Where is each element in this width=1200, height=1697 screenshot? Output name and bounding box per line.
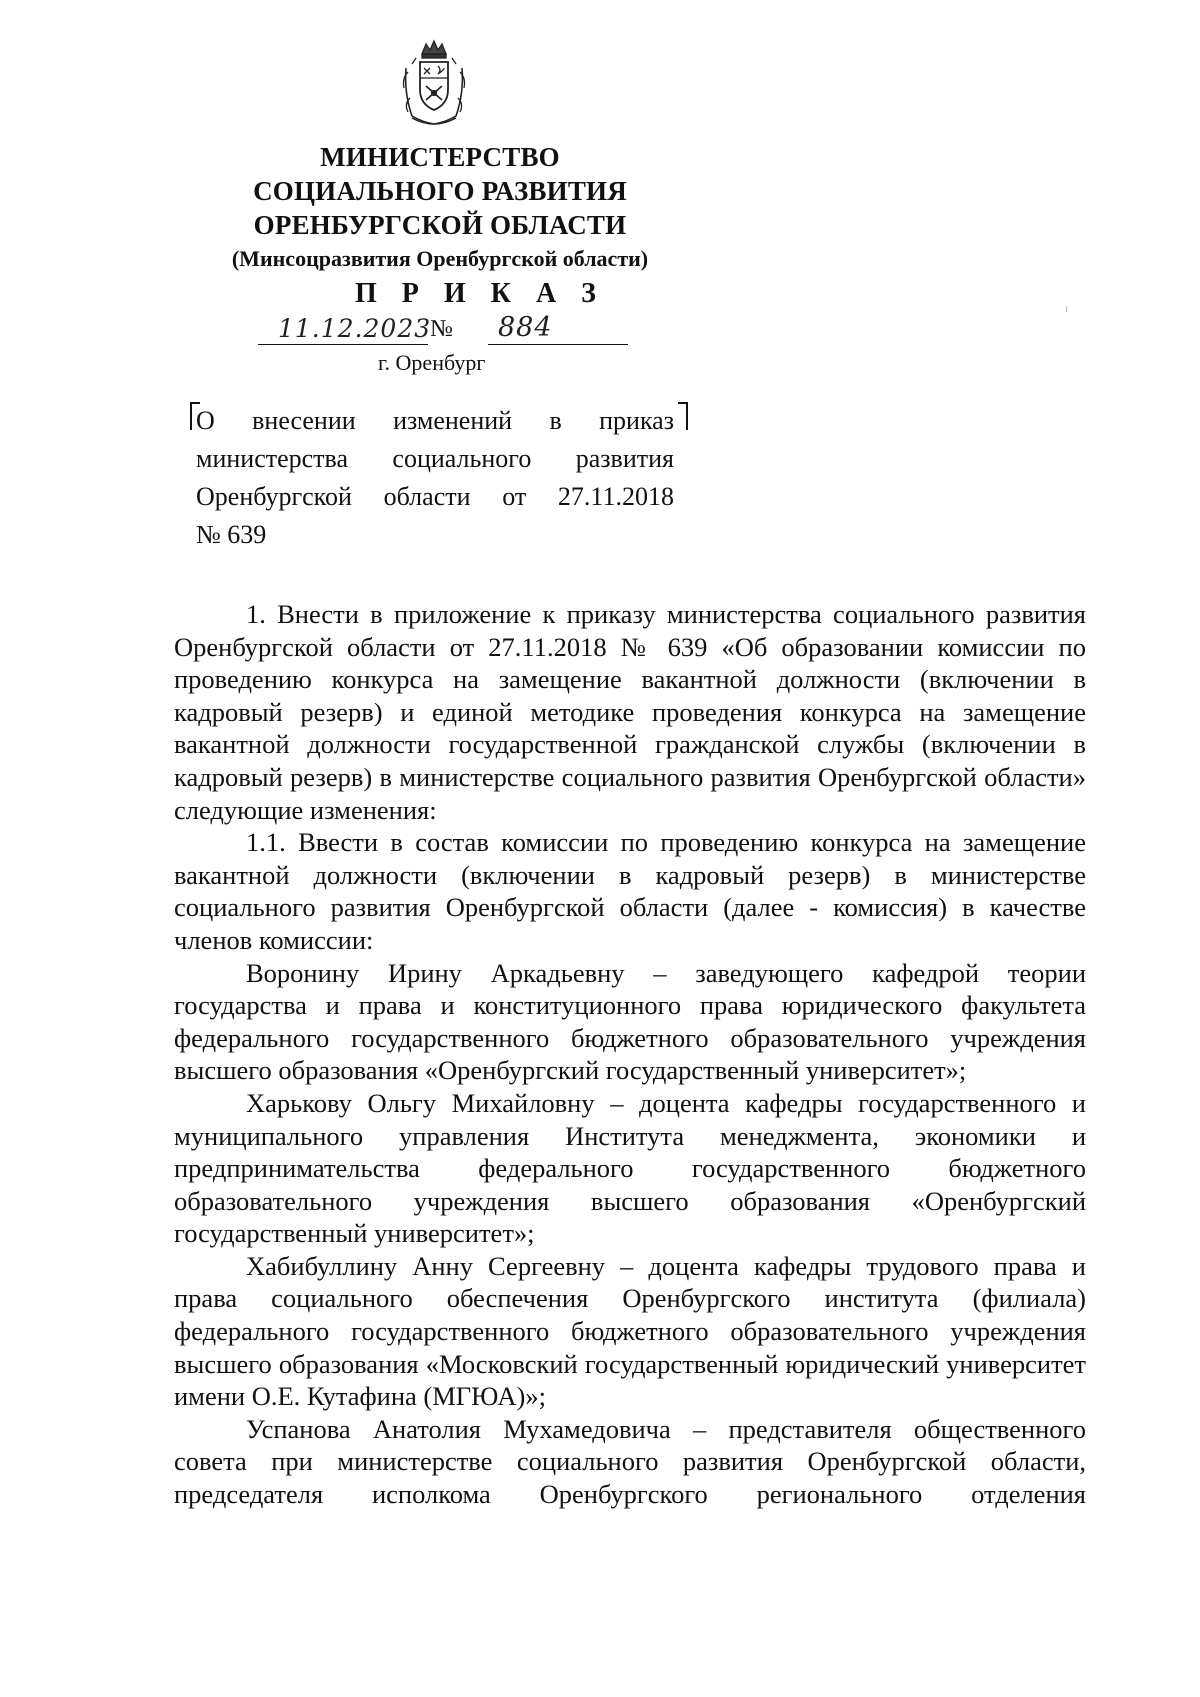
member-uspanov: Успанова Анатолия Мухамедовича – представителя общественного совета при министерстве социального развития Оренбургской области, председателя исполкома Оренбургского регионального отделения bbox=[174, 1413, 1086, 1510]
subject-word: в bbox=[549, 406, 562, 435]
subject-word: области bbox=[383, 482, 471, 511]
subject-word: развития bbox=[575, 444, 674, 473]
member-khabibullina: Хабибуллину Анну Сергеевну – доцента кафедры трудового права и права социального обеспечения Оренбургского института (филиала) федерального государственного бюджетного образовательного учреждения высшего образования «Московский государственный юридический университет имени О.Е. Кутафина (МГЮА)»; bbox=[174, 1250, 1086, 1412]
ministry-name-line-3: ОРЕНБУРГСКОЙ ОБЛАСТИ bbox=[253, 210, 627, 240]
order-date-number-line bbox=[258, 310, 628, 350]
member-kharkova: Харькову Ольгу Михайловну – доцента кафедры государственного и муниципального управления Института менеджмента, экономики и предпринимательства федерального государственного бюджетного образовательного учреждения высшего образования «Оренбургский государственный университет»; bbox=[174, 1087, 1086, 1249]
number-underline bbox=[488, 344, 628, 345]
subject-line-2 bbox=[196, 440, 674, 478]
subject-word: № 639 bbox=[196, 520, 267, 549]
scan-mark bbox=[1066, 306, 1067, 312]
paragraph-1-1: 1.1. Ввести в состав комиссии по проведению конкурса на замещение вакантной должности (включении в кадровый резерв) в министерстве социального развития Оренбургской области (далее - комиссия) в качестве членов комиссии: bbox=[174, 827, 1086, 955]
ministry-short-name: (Минсоцразвития Оренбургской области) bbox=[231, 246, 649, 271]
subject-line-1 bbox=[196, 402, 674, 440]
subject-bracket-right bbox=[678, 402, 688, 430]
subject-word: приказ bbox=[599, 406, 674, 435]
subject-word: внесении bbox=[252, 406, 356, 435]
subject-word: Оренбургской bbox=[196, 482, 352, 511]
number-sign: № bbox=[430, 316, 453, 342]
subject-word: изменений bbox=[393, 406, 513, 435]
order-date-handwritten: 11.12.2023 bbox=[278, 314, 432, 343]
subject-word: социального bbox=[392, 444, 532, 473]
subject-word: 27.11.2018 bbox=[557, 482, 674, 511]
document-title: П Р И К А З bbox=[355, 278, 605, 309]
ministry-name-line-2: СОЦИАЛЬНОГО РАЗВИТИЯ bbox=[253, 176, 627, 206]
subject-word: министерства bbox=[196, 444, 349, 473]
order-body bbox=[174, 598, 1086, 1511]
ministry-name-line-1: МИНИСТЕРСТВО bbox=[320, 142, 560, 172]
subject-line-4 bbox=[196, 516, 674, 554]
subject-word: от bbox=[502, 482, 527, 511]
paragraph-1: 1. Внести в приложение к приказу министерства социального развития Оренбургской области от 27.11.2018 № 639 «Об образовании комиссии по проведению конкурса на замещение вакантной должности (включении в кадровый резерв) и единой методике проведения конкурса на замещение вакантной должности государственной гражданской службы (включении в кадровый резерв) в министерстве социального развития Оренбургской области» следующие изменения: bbox=[174, 599, 1086, 825]
order-number-handwritten: 884 bbox=[498, 312, 553, 343]
member-voronina: Воронину Ирину Аркадьевну – заведующего кафедрой теории государства и права и конституционного права юридического факультета федерального государственного бюджетного образовательного учреждения высшего образования «Оренбургский государственный университет»; bbox=[174, 957, 1086, 1086]
date-underline bbox=[258, 344, 428, 345]
coat-of-arms-icon bbox=[398, 38, 470, 128]
subject-word: О bbox=[196, 406, 215, 435]
order-subject bbox=[196, 402, 674, 554]
order-city: г. Оренбург bbox=[378, 350, 486, 375]
subject-line-3 bbox=[196, 478, 674, 516]
ministry-name bbox=[150, 140, 730, 274]
